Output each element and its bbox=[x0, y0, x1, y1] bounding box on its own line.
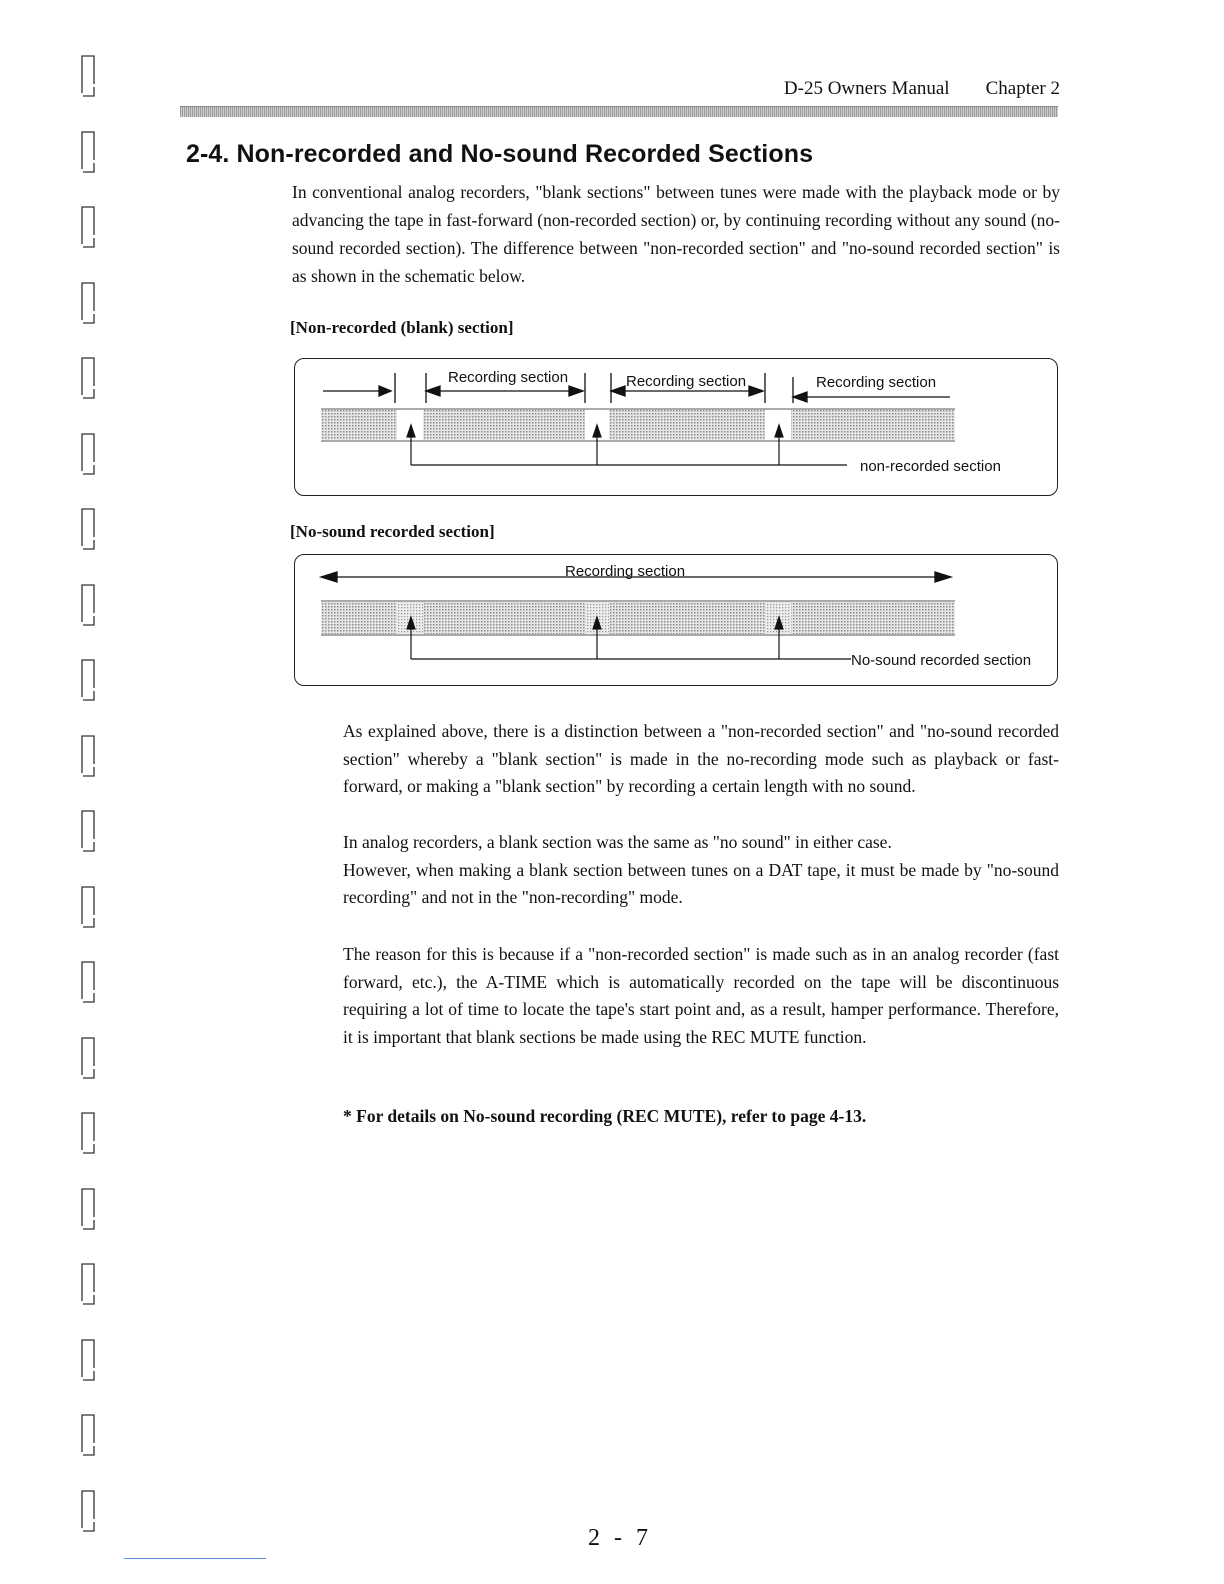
binder-hole bbox=[80, 732, 96, 780]
binder-hole bbox=[80, 581, 96, 629]
binder-hole bbox=[80, 1411, 96, 1459]
binder-hole bbox=[80, 883, 96, 931]
diagram-non-recorded bbox=[294, 358, 1058, 496]
page-number: 2 - 7 bbox=[588, 1525, 652, 1551]
tape-segment bbox=[321, 602, 397, 634]
paragraph-reason bbox=[343, 941, 1059, 1051]
header-manual: D-25 Owners Manual bbox=[783, 78, 950, 99]
header-rule bbox=[180, 106, 1058, 117]
binder-hole bbox=[80, 1185, 96, 1233]
binder-hole bbox=[80, 354, 96, 402]
binder-hole bbox=[80, 505, 96, 553]
diagram-no-sound bbox=[294, 554, 1058, 686]
tape-segment bbox=[791, 410, 955, 440]
binder-hole bbox=[80, 807, 96, 855]
d1-annotation: non-recorded section bbox=[860, 458, 1001, 475]
d1-rec-label-2: Recording section bbox=[626, 373, 747, 390]
tape-segment bbox=[423, 410, 585, 440]
tape-segment bbox=[609, 602, 765, 634]
binder-hole bbox=[80, 430, 96, 478]
binder-hole bbox=[80, 1109, 96, 1157]
page-header bbox=[700, 78, 1060, 100]
diagram2-label: [No-sound recorded section] bbox=[290, 522, 495, 541]
binder-hole bbox=[80, 958, 96, 1006]
binder-hole bbox=[80, 1034, 96, 1082]
d2-annotation: No-sound recorded section bbox=[851, 652, 1032, 669]
paragraph-distinction bbox=[343, 718, 1059, 801]
d2-rec-label: Recording section bbox=[565, 563, 686, 580]
section-title: 2-4. Non-recorded and No-sound Recorded Sections bbox=[186, 140, 814, 168]
footer-line bbox=[124, 1558, 266, 1559]
binder-hole bbox=[80, 1336, 96, 1384]
binder-hole bbox=[80, 128, 96, 176]
intro-paragraph: In conventional analog recorders, "blank sections" between tunes were made with the playback mode or by advancing the tape in fast-forward (non-recorded section) or, by continuing recording without any sound (no-sound recorded section). The difference between "non-recorded section" and "no-sound recorded section" is as shown in the schematic below. bbox=[292, 182, 1060, 286]
binder-hole bbox=[80, 1487, 96, 1535]
reference-note: * For details on No-sound recording (REC MUTE), refer to page 4-13. bbox=[343, 1106, 867, 1126]
paragraph-analog bbox=[343, 829, 1059, 912]
tape-segment bbox=[609, 410, 765, 440]
binder-hole bbox=[80, 1260, 96, 1308]
paragraph-text: However, when making a blank section between tunes on a DAT tape, it must be made by "no-sound recording" and not in the "non-recording" mode. bbox=[343, 859, 1059, 907]
tape-segment bbox=[423, 602, 585, 634]
paragraph-text: In analog recorders, a blank section was the same as "no sound" in either case. bbox=[343, 832, 892, 852]
diagram2-graphic bbox=[295, 555, 1057, 685]
header-chapter: Chapter 2 bbox=[985, 78, 1060, 99]
tape-segment bbox=[321, 410, 397, 440]
tape-segment bbox=[791, 602, 955, 634]
binder-hole bbox=[80, 203, 96, 251]
binder-hole bbox=[80, 52, 96, 100]
binder-hole bbox=[80, 279, 96, 327]
diagram1-label: [Non-recorded (blank) section] bbox=[290, 318, 514, 337]
d1-rec-label-3: Recording section bbox=[816, 374, 937, 391]
diagram1-graphic bbox=[295, 359, 1057, 495]
d1-rec-label-1: Recording section bbox=[448, 369, 569, 386]
binder-hole bbox=[80, 656, 96, 704]
paragraph-text: The reason for this is because if a "non-recorded section" is made such as in an analog recorder (fast forward, etc.), the A-TIME which is automatically recorded on the tape will be discontinuous requiring a lot of time to locate the tape's start point and, as a result, hamper performance. Therefore, it is important that blank sections be made using the REC MUTE function. bbox=[343, 944, 1059, 1047]
paragraph-text: As explained above, there is a distinction between a "non-recorded section" and "no-sound recorded section" whereby a "blank section" is made in the no-recording mode such as playback or fast-forward, or making a "blank section" by recording a certain length with no sound. bbox=[343, 721, 1059, 796]
